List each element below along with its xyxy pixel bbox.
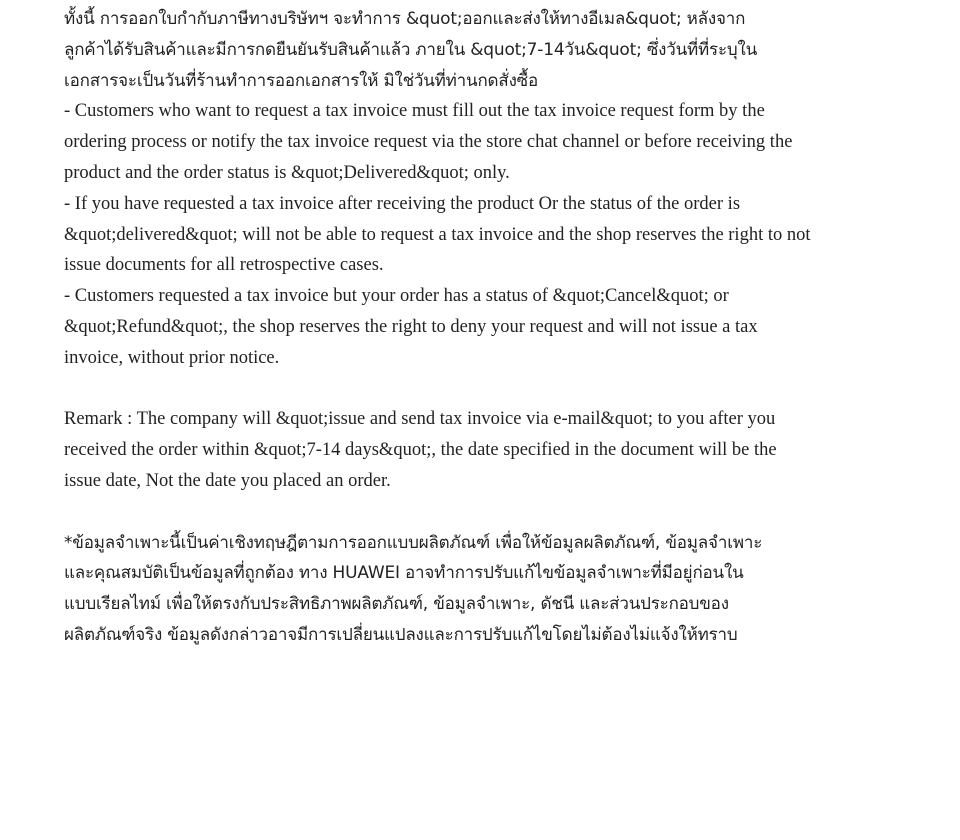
thai-notice-line: ลูกค้าได้รับสินค้าและมีการกดยืนยันรับสินค้าแล้ว ภายใน &quot;7-14วัน&quot; ซึ่งวันที่ที่ระบุใน bbox=[64, 39, 758, 60]
terms-line: &quot;Refund&quot;, the shop reserves the right to deny your request and will not issue a tax bbox=[64, 316, 758, 337]
disclaimer-line: และคุณสมบัติเป็นข้อมูลที่ถูกต้อง ทาง HUAWEI อาจทำการปรับแก้ไขข้อมูลจำเพาะที่มีอยู่ก่อนใน bbox=[64, 563, 744, 584]
disclaimer-line: แบบเรียลไทม์ เพื่อให้ตรงกับประสิทธิภาพผลิตภัณฑ์, ข้อมูลจำเพาะ, ดัชนี และส่วนประกอบของ bbox=[64, 594, 729, 615]
remark-line: Remark : The company will &quot;issue and send tax invoice via e-mail&quot; to you after you bbox=[64, 409, 776, 430]
terms-item-cancel-refund bbox=[64, 281, 904, 373]
disclaimer-line: *ข้อมูลจำเพาะนี้เป็นค่าเชิงทฤษฎีตามการออกแบบผลิตภัณฑ์ เพื่อให้ข้อมูลผลิตภัณฑ์, ข้อมูลจำเพาะ bbox=[64, 532, 763, 553]
terms-line: invoice, without prior notice. bbox=[64, 347, 280, 368]
specification-disclaimer bbox=[64, 528, 904, 651]
paragraph-gap bbox=[64, 374, 904, 405]
remark-paragraph bbox=[64, 404, 904, 496]
remark-line: received the order within &quot;7-14 days&quot;, the date specified in the document will be the bbox=[64, 440, 777, 461]
terms-line: - Customers who want to request a tax invoice must fill out the tax invoice request form by the bbox=[64, 101, 765, 122]
terms-line: - If you have requested a tax invoice after receiving the product Or the status of the order is bbox=[64, 193, 741, 214]
terms-line: ordering process or notify the tax invoice request via the store chat channel or before receiving the bbox=[64, 132, 793, 153]
terms-line: issue documents for all retrospective cases. bbox=[64, 255, 384, 276]
paragraph-gap bbox=[64, 497, 904, 528]
terms-item-request-form bbox=[64, 96, 904, 188]
english-tax-invoice-terms bbox=[64, 96, 904, 373]
disclaimer-line: ผลิตภัณฑ์จริง ข้อมูลดังกล่าวอาจมีการเปลี่ยนแปลงและการปรับแก้ไขโดยไม่ต้องไม่แจ้งให้ทราบ bbox=[64, 624, 738, 645]
thai-tax-invoice-notice bbox=[64, 4, 904, 96]
terms-line: - Customers requested a tax invoice but your order has a status of &quot;Cancel&quot; or bbox=[64, 286, 729, 307]
terms-line: &quot;delivered&quot; will not be able to request a tax invoice and the shop reserves the right to not bbox=[64, 224, 811, 245]
thai-notice-line: ทั้งนี้ การออกใบกำกับภาษีทางบริษัทฯ จะทำการ &quot;ออกและส่งให้ทางอีเมล&quot; หลังจาก bbox=[64, 9, 746, 29]
remark-line: issue date, Not the date you placed an order. bbox=[64, 470, 391, 491]
product-description bbox=[64, 4, 904, 651]
terms-item-after-delivery bbox=[64, 189, 904, 281]
terms-line: product and the order status is &quot;Delivered&quot; only. bbox=[64, 162, 510, 183]
thai-notice-line: เอกสารจะเป็นวันที่ร้านทำการออกเอกสารให้ มิใช่วันที่ท่านกดสั่งซื้อ bbox=[64, 70, 539, 91]
